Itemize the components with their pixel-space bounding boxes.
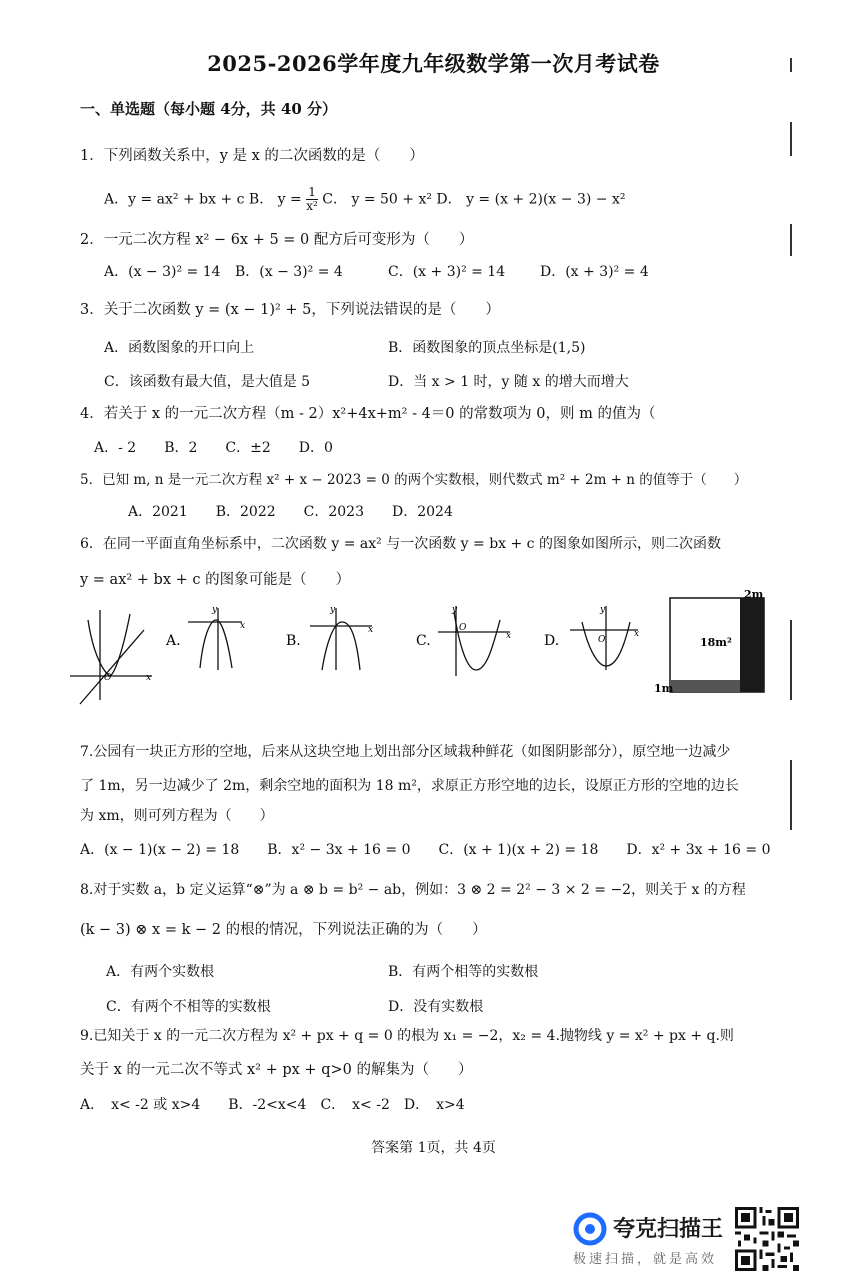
question-1-option-a: A．y = ax² + bx + c B． <box>104 191 274 208</box>
figure-label-1m: 1m <box>654 682 674 695</box>
question-2-option-b: B．(x − 3)² = 4 <box>235 264 343 280</box>
question-8-option-c: C．有两个不相等的实数根 <box>106 999 271 1015</box>
question-8-option-a: A．有两个实数根 <box>106 964 215 980</box>
question-6-option-a-graph <box>188 608 242 670</box>
shaded-strip-bottom <box>670 680 740 692</box>
fraction-numerator: 1 <box>308 185 316 199</box>
option-a-x-label: x <box>240 621 246 631</box>
question-6-graphs <box>60 600 660 710</box>
question-6-label-d: D. <box>544 633 560 649</box>
exam-title: 2025-2026学年度九年级数学第一次月考试卷 <box>207 51 660 76</box>
question-1-options <box>104 186 625 213</box>
question-3-stem: 3．关于二次函数 y = (x − 1)² + 5，下列说法错误的是（ ） <box>80 302 500 318</box>
question-7-line-2: 了 1m，另一边减少了 2m，剩余空地的面积为 18 m²，求原正方形空地的边长，设原正方形的空地的边长 <box>80 778 739 794</box>
question-4-options: A．- 2 B．2 C．±2 D．0 <box>94 440 333 456</box>
question-6-label-b: B. <box>286 633 301 649</box>
question-8-line-2: (k − 3) ⊗ x = k − 2 的根的情况，下列说法正确的为（ ） <box>80 922 487 938</box>
option-b-y-label: y <box>330 605 336 615</box>
option-d-origin: O <box>598 635 606 645</box>
question-6-option-c-graph <box>438 606 510 676</box>
question-5-stem: 5．已知 m, n 是一元二次方程 x² + x − 2023 = 0 的两个实数根，则代数式 m² + 2m + n 的值等于（ ） <box>80 472 748 488</box>
question-6-stem-line-1: 6．在同一平面直角坐标系中，二次函数 y = ax² 与一次函数 y = bx + c 的图象如图所示，则二次函数 <box>80 536 721 552</box>
option-c-x-label: x <box>506 631 512 641</box>
question-3-option-a: A．函数图象的开口向上 <box>104 340 255 356</box>
figure-label-area: 18m² <box>700 636 732 649</box>
fraction-denominator: x² <box>306 199 318 213</box>
question-2-option-c: C．(x + 3)² = 14 <box>388 264 506 280</box>
question-1-stem: 1．下列函数关系中，y 是 x 的二次函数的是（ ） <box>80 148 424 164</box>
question-7-options: A．(x − 1)(x − 2) = 18 B．x² − 3x + 16 = 0 C．(x + 1)(x + 2) = 18 D．x² + 3x + 16 = 0 <box>80 842 771 858</box>
scan-edge-mark <box>790 122 792 156</box>
question-9-line-2: 关于 x 的一元二次不等式 x² + px + q>0 的解集为（ ） <box>80 1062 473 1078</box>
question-9-line-1: 9.已知关于 x 的一元二次方程为 x² + px + q = 0 的根为 x₁ = −2，x₂ = 4.抛物线 y = x² + px + q.则 <box>80 1028 734 1044</box>
question-7-line-1: 7.公园有一块正方形的空地，后来从这块空地上划出部分区域栽种鲜花（如图阴影部分），原空地一边减少 <box>80 744 731 760</box>
question-9-options: A． x< -2 或 x>4 B．-2<x<4 C． x< -2 D． x>4 <box>80 1097 465 1113</box>
question-3-option-b: B．函数图象的顶点坐标是(1,5) <box>388 340 586 356</box>
question-8-line-1: 8.对于实数 a，b 定义运算“⊗”为 a ⊗ b = b² − ab，例如：3 ⊗ 2 = 2² − 3 × 2 = −2，则关于 x 的方程 <box>80 882 746 898</box>
question-6-label-a: A. <box>166 633 181 649</box>
question-6-stem-line-2: y = ax² + bx + c 的图象可能是（ ） <box>80 572 351 588</box>
scanner-brand-slogan: 极速扫描，就是高效 <box>573 1252 718 1267</box>
reference-graph-x-label: x <box>146 673 152 683</box>
question-5-options: A．2021 B．2022 C．2023 D．2024 <box>128 504 453 520</box>
figure-label-2m: 2m <box>744 588 764 601</box>
question-3-option-c: C．该函数有最大值，是大值是 5 <box>104 374 311 390</box>
question-1-option-cd: C． y = 50 + x² D． y = (x + 2)(x − 3) − x² <box>322 191 626 208</box>
question-2-option-a: A．(x − 3)² = 14 <box>104 264 221 280</box>
section-heading: 一、单选题（每小题 4分，共 40 分） <box>80 100 337 118</box>
qr-code-icon <box>735 1207 799 1271</box>
scan-edge-mark <box>790 760 792 830</box>
option-d-y-label: y <box>600 605 606 615</box>
reference-graph-origin: O <box>104 673 112 683</box>
question-8-option-d: D．没有实数根 <box>388 999 484 1015</box>
option-b-x-label: x <box>368 625 374 635</box>
question-8-option-b: B．有两个相等的实数根 <box>388 964 539 980</box>
quark-logo-icon <box>573 1212 607 1246</box>
question-6-label-c: C. <box>416 633 431 649</box>
scan-edge-mark <box>790 224 792 256</box>
question-4-stem: 4．若关于 x 的一元二次方程（m - 2）x²+4x+m² - 4＝0 的常数项为 0，则 m 的值为（ <box>80 406 656 422</box>
question-2-option-d: D．(x + 3)² = 4 <box>540 264 649 280</box>
option-c-origin: O <box>459 623 467 633</box>
question-1-option-b-lhs: y = <box>277 191 302 208</box>
question-2-stem: 2．一元二次方程 x² − 6x + 5 = 0 配方后可变形为（ ） <box>80 232 474 248</box>
option-a-y-label: y <box>212 605 218 615</box>
question-6-option-b-graph <box>310 608 372 670</box>
page-footer: 答案第 1页，共 4页 <box>371 1140 496 1156</box>
option-c-y-label: y <box>452 605 458 615</box>
question-7-figure <box>654 588 770 700</box>
question-6-reference-graph <box>70 610 152 704</box>
shaded-strip-right <box>740 598 764 692</box>
option-d-x-label: x <box>634 629 640 639</box>
scan-edge-mark <box>790 620 792 700</box>
question-1-option-b-fraction <box>306 186 318 213</box>
question-3-option-d: D．当 x > 1 时，y 随 x 的增大而增大 <box>388 374 629 390</box>
question-7-line-3: 为 xm，则可列方程为（ ） <box>80 808 274 824</box>
scanner-brand-name: 夸克扫描王 <box>613 1217 724 1242</box>
